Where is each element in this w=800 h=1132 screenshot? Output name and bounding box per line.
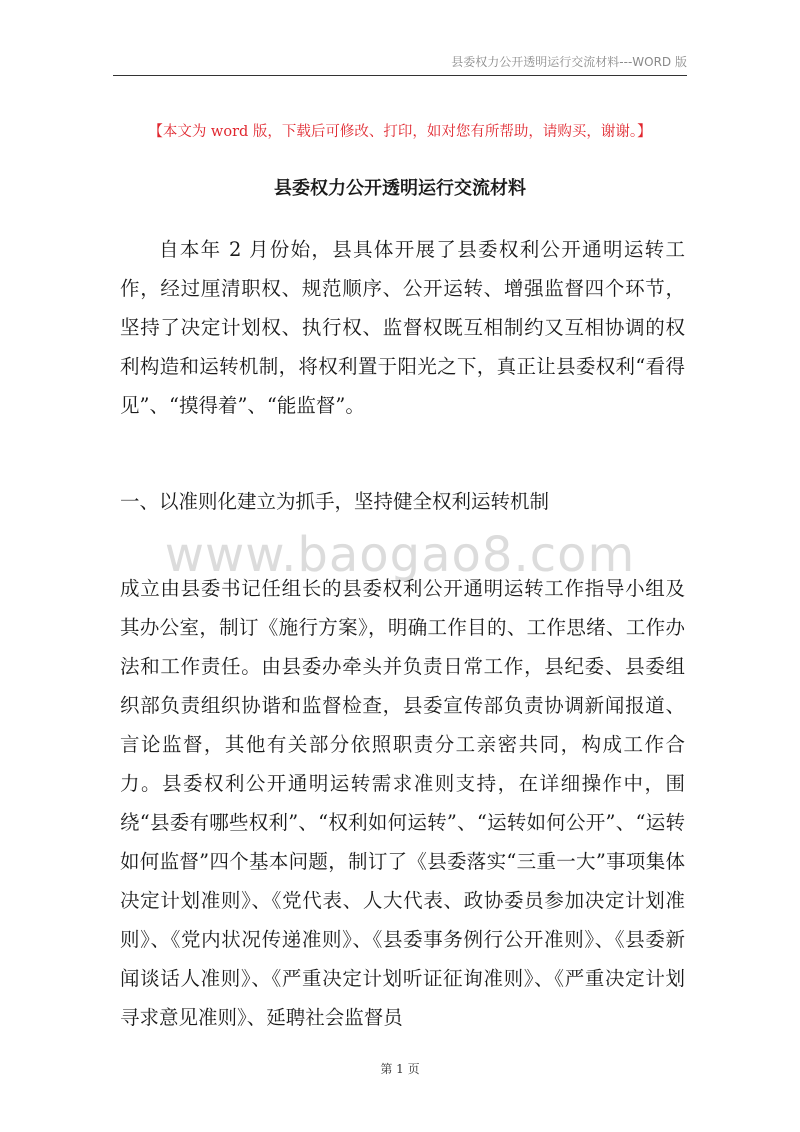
paragraph-intro: 自本年 2 月份始，县具体开展了县委权利公开通明运转工作，经过厘清职权、规范顺序、公开运转、增强监督四个环节，坚持了决定计划权、执行权、监督权既互相制约又互相协调的权利构造和运转机制，将权利置于阳光之下，真正让县委权利“看得见”、“摸得着”、“能监督”。 (120, 238, 685, 417)
paragraph-body: 成立由县委书记任组长的县委权利公开通明运转工作指导小组及其办公室，制订《施行方案》，明确工作目的、工作思绪、工作办法和工作责任。由县委办牵头并负责日常工作，县纪委、县委组织部负责组织协谐和监督检查，县委宣传部负责协调新闻报道、言论监督，其他有关部分依照职责分工亲密共同，构成工作合力。县委权利公开通明运转需求准则支持，在详细操作中，围绕“县委有哪些权利”、“权利如何运转”、“运转如何公开”、“运转如何监督”四个基本问题，制订了《县委落实“三重一大”事项集体决定计划准则》、《党代表、人大代表、政协委员参加决定计划准则》、《党内状况传递准则》、《县委事务例行公开准则》、《县委新闻谈话人准则》、《严重决定计划听证征询准则》、《严重决定计划寻求意见准则》、延聘社会监督员 (120, 577, 685, 1029)
document-title: 县委权力公开透明运行交流材料 (274, 178, 526, 199)
page-number: 第 1 页 (380, 1062, 420, 1076)
purchase-notice: 【本文为 word 版，下载后可修改、打印，如对您有所帮助，请购买，谢谢。】 (148, 124, 652, 140)
watermark: www.baogao8.com (164, 527, 636, 583)
section-heading-1: 一、以准则化建立为抓手，坚持健全权利运转机制 (120, 490, 550, 513)
running-header: 县委权力公开透明运行交流材料---WORD 版 (451, 55, 687, 69)
header-divider (113, 75, 687, 76)
